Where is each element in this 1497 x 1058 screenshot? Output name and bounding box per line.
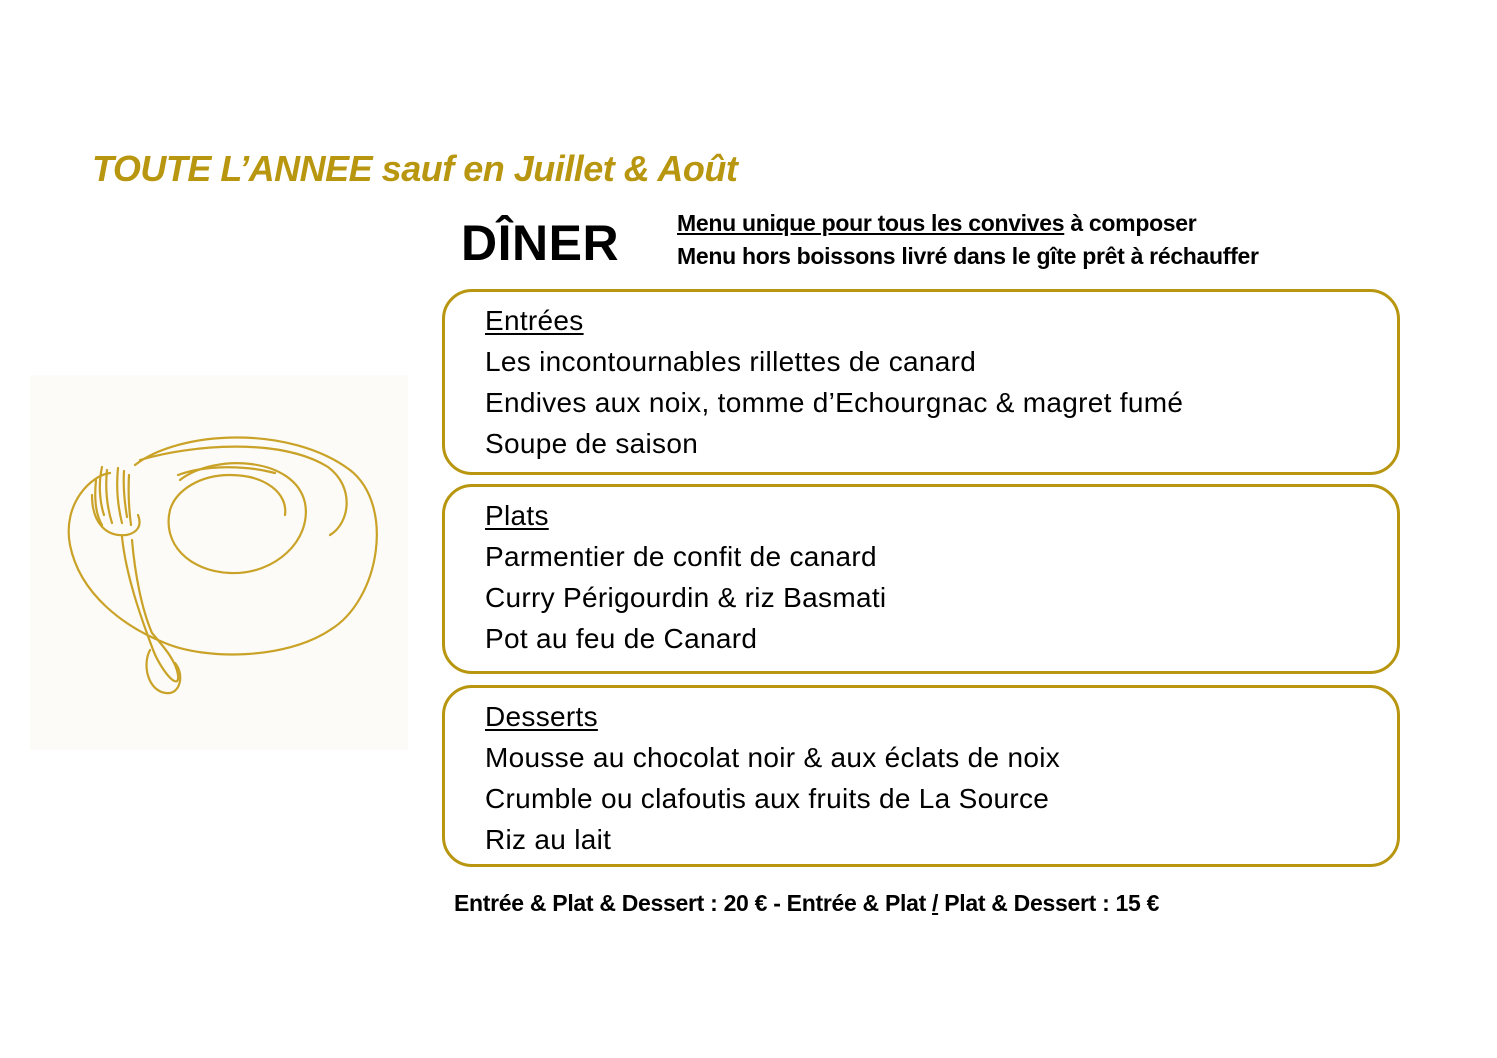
season-title: TOUTE L’ANNEE sauf en Juillet & Août bbox=[92, 148, 738, 189]
course-box-plats bbox=[442, 484, 1400, 674]
dish-item: Pot au feu de Canard bbox=[485, 623, 758, 654]
menu-subtitle-rest: à composer bbox=[1064, 210, 1197, 236]
dish-item: Les incontournables rillettes de canard bbox=[485, 346, 977, 377]
dish-item: Endives aux noix, tomme d’Echourgnac & magret fumé bbox=[485, 387, 1184, 418]
course-heading-plats: Plats bbox=[485, 500, 549, 531]
dish-item: Riz au lait bbox=[485, 824, 612, 855]
course-heading-desserts: Desserts bbox=[485, 701, 598, 732]
course-box-entrees bbox=[442, 289, 1400, 475]
plate-fork-line-art-icon bbox=[30, 375, 408, 750]
menu-subtitle-line1 bbox=[677, 210, 1196, 237]
menu-subtitle-underlined: Menu unique pour tous les convives bbox=[677, 210, 1065, 236]
dish-item: Mousse au chocolat noir & aux éclats de noix bbox=[485, 742, 1061, 773]
pricing-part2: Plat & Dessert : 15 € bbox=[938, 890, 1160, 916]
pricing-line bbox=[454, 890, 1159, 917]
pricing-part1: Entrée & Plat & Dessert : 20 € - Entrée & Plat bbox=[454, 890, 933, 916]
dish-item: Parmentier de confit de canard bbox=[485, 541, 877, 572]
course-box-desserts bbox=[442, 685, 1400, 867]
menu-subtitle-line2: Menu hors boissons livré dans le gîte prêt à réchauffer bbox=[677, 243, 1259, 269]
dish-item: Crumble ou clafoutis aux fruits de La Source bbox=[485, 783, 1050, 814]
pricing-slash: / bbox=[932, 890, 939, 916]
dish-item: Curry Périgourdin & riz Basmati bbox=[485, 582, 887, 613]
course-heading-entrees: Entrées bbox=[485, 305, 584, 336]
meal-title: DÎNER bbox=[461, 215, 620, 271]
plate-fork-illustration bbox=[30, 375, 408, 750]
dish-item: Soupe de saison bbox=[485, 428, 699, 459]
